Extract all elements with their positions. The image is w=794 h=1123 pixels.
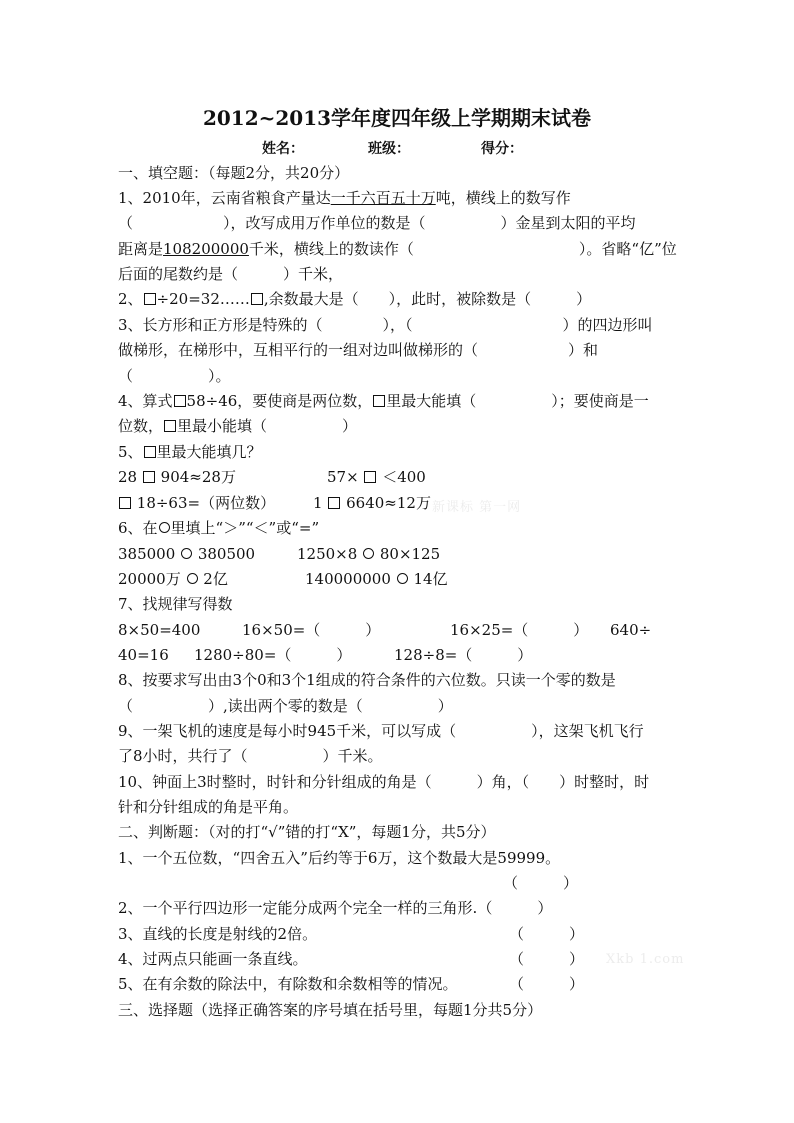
question-6-row1: 385000 380500: [118, 545, 256, 563]
question-6-row1b: 1250×8 80×125: [297, 545, 441, 563]
question-7-row2b: 1280÷80=（ ）: [194, 646, 352, 664]
question-1-line3: 距离是108200000千米，横线上的数读作（ ）。省略“亿”位: [118, 240, 677, 258]
judge-4-answer: （ ）: [509, 950, 585, 968]
name-label: 姓名：: [262, 141, 304, 157]
box-blank-icon: [174, 395, 186, 407]
box-blank-icon: [364, 471, 376, 483]
question-6: 6、在 里填上“＞”“＜”或“=”: [118, 519, 320, 537]
question-5-row1: 28 904≈28万: [118, 468, 236, 486]
box-blank-icon: [144, 293, 156, 305]
section3-heading: 三、选择题（选择正确答案的序号填在括号里，每题1分共5分）: [118, 1001, 543, 1019]
box-blank-icon: [143, 471, 155, 483]
circle-blank-icon: [181, 548, 192, 559]
judge-5-answer: （ ）: [509, 975, 585, 993]
question-3-line2: 做梯形，在梯形中，互相平行的一组对边叫做梯形的（ ）和: [118, 341, 599, 359]
question-10-line1: 10、钟面上3时整时，时针和分针组成的角是（ ）角，（ ）时整时，时: [118, 773, 650, 791]
question-4-line1: 4、算式 58÷46，要使商是两位数， 里最大能填（ ）；要使商是一: [118, 392, 649, 410]
question-3-line1: 3、长方形和正方形是特殊的（ ），（ ）的四边形叫: [118, 316, 653, 334]
box-blank-icon: [373, 395, 385, 407]
score-label: 得分：: [481, 141, 523, 157]
section2-heading: 二、判断题：（对的打“√”错的打“X”，每题1分，共5分）: [118, 823, 496, 841]
question-7: 7、找规律写得数: [118, 595, 233, 613]
judge-3-answer: （ ）: [509, 925, 585, 943]
question-8-line2: （ ）,读出两个零的数是（ ）: [118, 697, 453, 715]
circle-blank-icon: [397, 573, 408, 584]
question-9-line1: 9、一架飞机的速度是每小时945千米，可以写成（ ），这架飞机飞行: [118, 722, 644, 740]
judge-2: 2、一个平行四边形一定能分成两个完全一样的三角形.（ ）: [118, 899, 553, 917]
watermark: 新课标 第一网: [432, 500, 522, 515]
question-4-line2: 位数， 里最小能填（ ）: [118, 417, 358, 435]
judge-1-answer: （ ）: [503, 874, 579, 892]
question-10-line2: 针和分针组成的角是平角。: [118, 798, 299, 816]
question-8-line1: 8、按要求写出由3个0和3个1组成的符合条件的六位数。只读一个零的数是: [118, 671, 616, 689]
question-6-row2b: 140000000 14亿: [305, 570, 448, 588]
circle-blank-icon: [363, 548, 374, 559]
question-5-row2: 18÷63=（两位数）: [118, 493, 275, 513]
question-7-row1c: 16×25=（ ）: [450, 621, 589, 639]
question-7-row2c: 128÷8=（ ）: [394, 646, 533, 664]
watermark: Xkb 1.com: [606, 952, 685, 967]
box-blank-icon: [119, 497, 131, 509]
box-blank-icon: [144, 446, 156, 458]
judge-3: 3、直线的长度是射线的2倍。: [118, 925, 318, 943]
circle-blank-icon: [159, 522, 170, 533]
section1-heading: 一、填空题：（每题2分，共20分）: [118, 164, 350, 182]
question-1-line2: （ ），改写成用万作单位的数是（ ）金星到太阳的平均: [118, 214, 636, 232]
class-label: 班级：: [368, 141, 410, 157]
question-5-row1b: 57× ＜400: [327, 468, 426, 486]
box-blank-icon: [251, 293, 263, 305]
question-7-row2a: 40=16: [118, 646, 169, 664]
question-6-row2: 20000万 2亿: [118, 570, 228, 588]
question-5: 5、 里最大能填几？: [118, 443, 262, 461]
question-3-line3: （ ）。: [118, 367, 231, 385]
question-2: 2、 ÷20=32…… ,余数最大是（ ），此时，被除数是（ ）: [118, 290, 592, 308]
box-blank-icon: [328, 497, 340, 509]
question-7-row1d: 640÷: [610, 621, 652, 639]
question-1-line1: 1、2010年，云南省粮食产量达一千六百五十万吨，横线上的数写作: [118, 189, 571, 207]
box-blank-icon: [164, 420, 176, 432]
question-1-line4: 后面的尾数约是（ ）千米，: [118, 265, 344, 283]
judge-1: 1、一个五位数，“四舍五入”后约等于6万，这个数最大是59999。: [118, 849, 561, 867]
exam-title: 2012~2013学年度四年级上学期期末试卷: [202, 106, 592, 130]
question-9-line2: 了8小时，共行了（ ）千米。: [118, 747, 383, 765]
judge-5: 5、在有余数的除法中，有除数和余数相等的情况。: [118, 975, 458, 993]
circle-blank-icon: [187, 573, 198, 584]
question-7-row1b: 16×50=（ ）: [242, 621, 381, 639]
judge-4: 4、过两点只能画一条直线。: [118, 950, 308, 968]
question-5-row2b: 1 6640≈12万: [313, 494, 431, 512]
question-7-row1a: 8×50=400: [118, 621, 201, 639]
